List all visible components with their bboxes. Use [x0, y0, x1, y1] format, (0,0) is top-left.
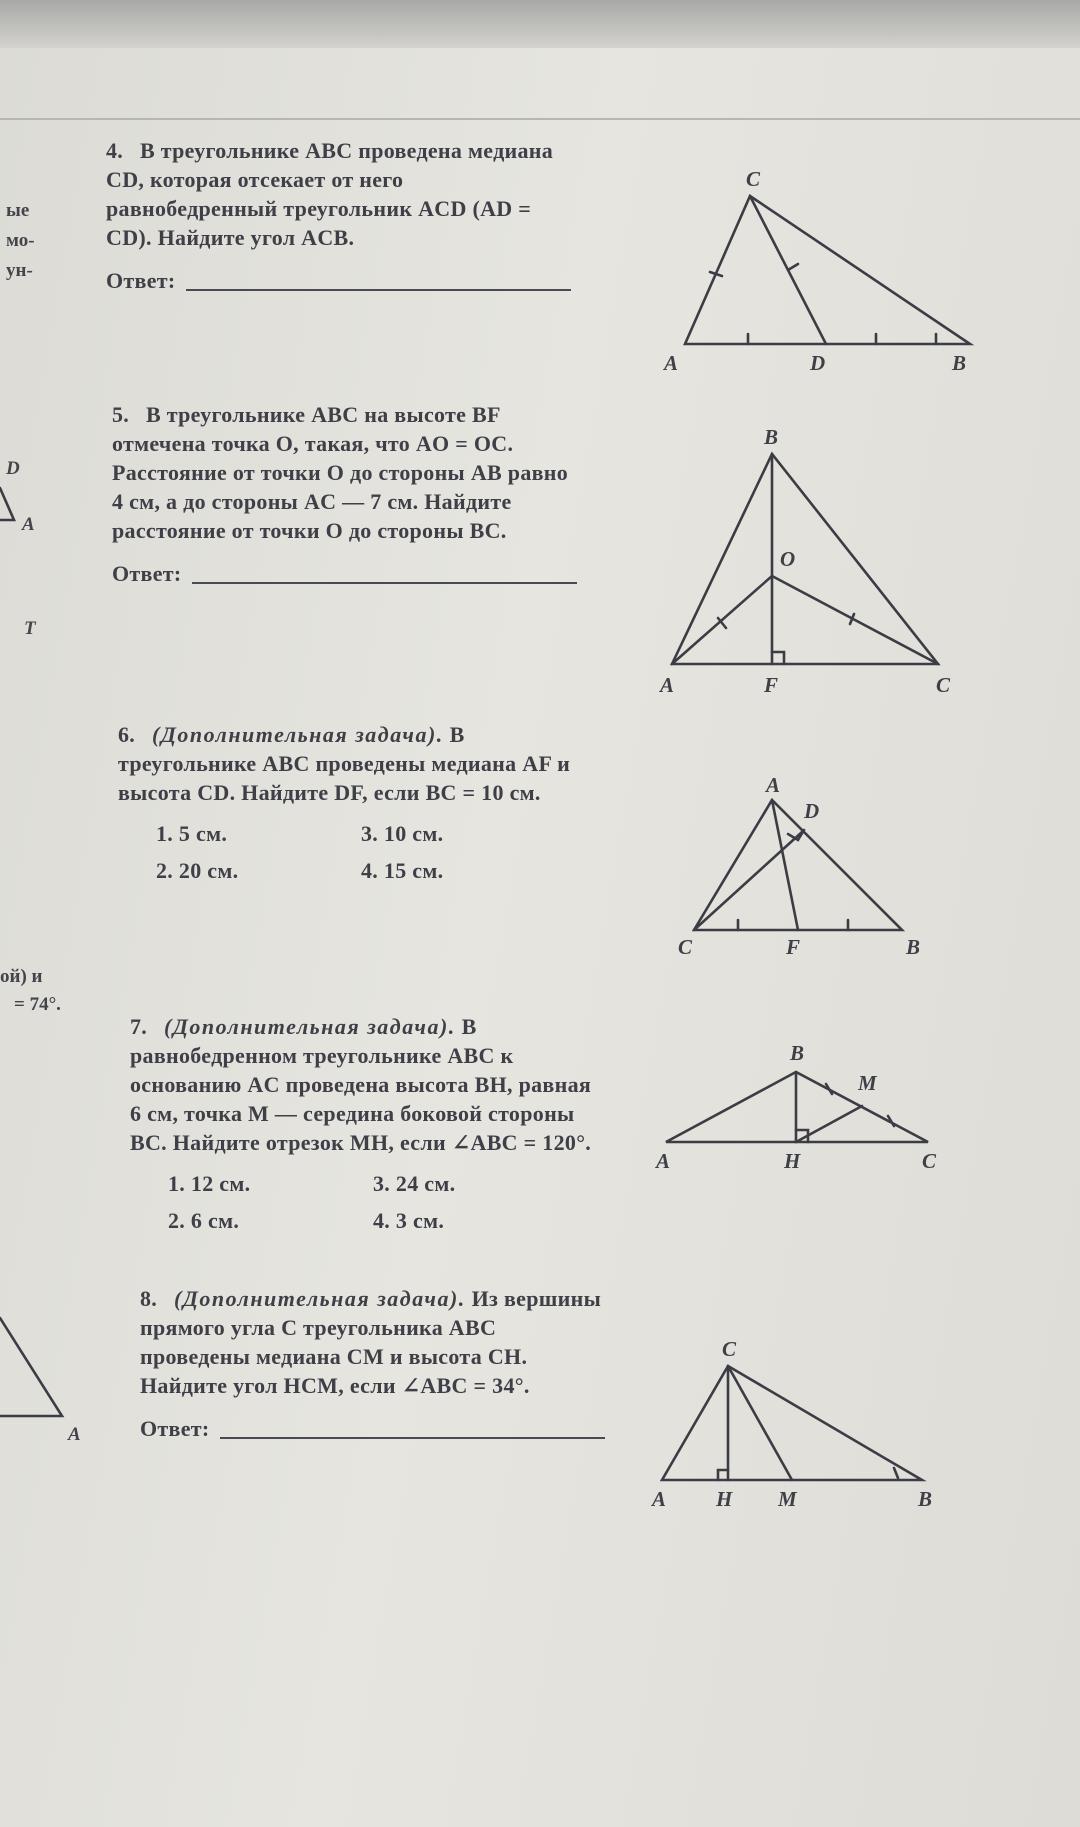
- vertex-label: A: [660, 673, 675, 697]
- margin-figure-fragment: [0, 488, 40, 548]
- header-rule: [0, 118, 1080, 120]
- vertex-label: C: [922, 1149, 937, 1173]
- vertex-label: C: [936, 673, 951, 697]
- answer-options: [168, 1169, 595, 1235]
- task-8: [140, 1284, 605, 1443]
- page-top-edge: [0, 0, 1080, 48]
- vertex-label: B: [790, 1041, 805, 1065]
- answer-label: Ответ:: [106, 268, 176, 293]
- figure-task-8: [652, 1337, 956, 1536]
- task-text: В равнобедренном треугольнике ABC к основанию AC проведена высота BH, равная 6 см, точка M — середина боковой стороны BC. Найдите отрезок MH, если ∠ABC = 120°.: [130, 1014, 592, 1155]
- task-4: [106, 136, 571, 295]
- margin-fragment: ые: [6, 200, 30, 221]
- answer-row: [112, 559, 577, 588]
- extra-task-label: (Дополнительная задача).: [174, 1286, 466, 1311]
- answer-field[interactable]: [186, 271, 572, 291]
- vertex-label: B: [906, 935, 921, 959]
- margin-figure-fragment: [0, 1298, 80, 1438]
- vertex-label: H: [784, 1149, 801, 1173]
- option-4[interactable]: 4. 3 см.: [373, 1208, 445, 1233]
- vertex-label: A: [652, 1487, 667, 1511]
- task-5: [112, 400, 577, 588]
- vertex-label: M: [778, 1487, 797, 1511]
- option-4[interactable]: 4. 15 см.: [361, 858, 444, 883]
- task-text: В треугольнике ABC проведена медиана CD, которая отсекает от него равнобедренный треугольник ACD (AD = CD). Найдите угол ACB.: [106, 138, 554, 250]
- vertex-label: B: [952, 351, 967, 375]
- vertex-label: A: [656, 1149, 671, 1173]
- figure-task-6: [678, 748, 940, 959]
- option-2[interactable]: 2. 6 см.: [168, 1208, 240, 1233]
- answer-options: [156, 819, 583, 885]
- option-2[interactable]: 2. 20 см.: [156, 858, 239, 883]
- figure-task-4: [660, 148, 970, 375]
- answer-label: Ответ:: [140, 1416, 210, 1441]
- vertex-label: C: [678, 935, 693, 959]
- extra-task-label: (Дополнительная задача).: [164, 1014, 456, 1039]
- vertex-label: D: [804, 799, 820, 823]
- answer-row: [140, 1414, 605, 1443]
- margin-fragment: мо-: [6, 230, 35, 251]
- task-number: 5.: [112, 402, 130, 427]
- answer-field[interactable]: [192, 564, 578, 584]
- vertex-label: A: [664, 351, 679, 375]
- task-7: [130, 1012, 595, 1235]
- answer-field[interactable]: [220, 1419, 606, 1439]
- vertex-label: F: [786, 935, 801, 959]
- option-1[interactable]: 1. 12 см.: [168, 1171, 251, 1196]
- worksheet-page: [0, 48, 1080, 1827]
- answer-row: [106, 266, 571, 295]
- task-6: [118, 720, 583, 885]
- vertex-label: M: [858, 1071, 877, 1095]
- vertex-label: F: [764, 673, 779, 697]
- figure-task-5: [660, 425, 960, 697]
- option-1[interactable]: 1. 5 см.: [156, 821, 228, 846]
- vertex-label: C: [746, 167, 761, 191]
- extra-task-label: (Дополнительная задача).: [152, 722, 444, 747]
- vertex-label: D: [810, 351, 826, 375]
- vertex-label: B: [764, 425, 779, 449]
- task-number: 8.: [140, 1286, 158, 1311]
- margin-fragment: = 74°.: [14, 994, 61, 1015]
- margin-fragment: T: [24, 618, 36, 639]
- margin-fragment: A: [68, 1424, 81, 1445]
- margin-fragment: ун-: [6, 260, 33, 281]
- task-text: Из вершины прямого угла C треугольника ABC проведены медиана CM и высота CH. Найдите угол HCM, если ∠ABC = 34°.: [140, 1286, 602, 1398]
- vertex-label: O: [780, 547, 796, 571]
- task-number: 4.: [106, 138, 124, 163]
- margin-fragment: ой) и: [0, 966, 43, 987]
- task-text: В треугольнике ABC проведены медиана AF и высота CD. Найдите DF, если BC = 10 см.: [118, 722, 571, 805]
- option-3[interactable]: 3. 10 см.: [361, 821, 444, 846]
- vertex-label: A: [766, 773, 781, 797]
- margin-fragment: A: [22, 514, 35, 535]
- figure-task-7: [656, 1041, 960, 1228]
- answer-label: Ответ:: [112, 561, 182, 586]
- option-3[interactable]: 3. 24 см.: [373, 1171, 456, 1196]
- task-number: 6.: [118, 722, 136, 747]
- vertex-label: C: [722, 1337, 737, 1361]
- task-text: В треугольнике ABC на высоте BF отмечена точка O, такая, что AO = OC. Расстояние от точки O до стороны AB равно 4 см, а до стороны AC — 7 см. Найдите расстояние от точки O до стороны BC.: [112, 402, 569, 543]
- margin-fragment: D: [6, 458, 20, 479]
- task-number: 7.: [130, 1014, 148, 1039]
- vertex-label: H: [716, 1487, 733, 1511]
- vertex-label: B: [918, 1487, 933, 1511]
